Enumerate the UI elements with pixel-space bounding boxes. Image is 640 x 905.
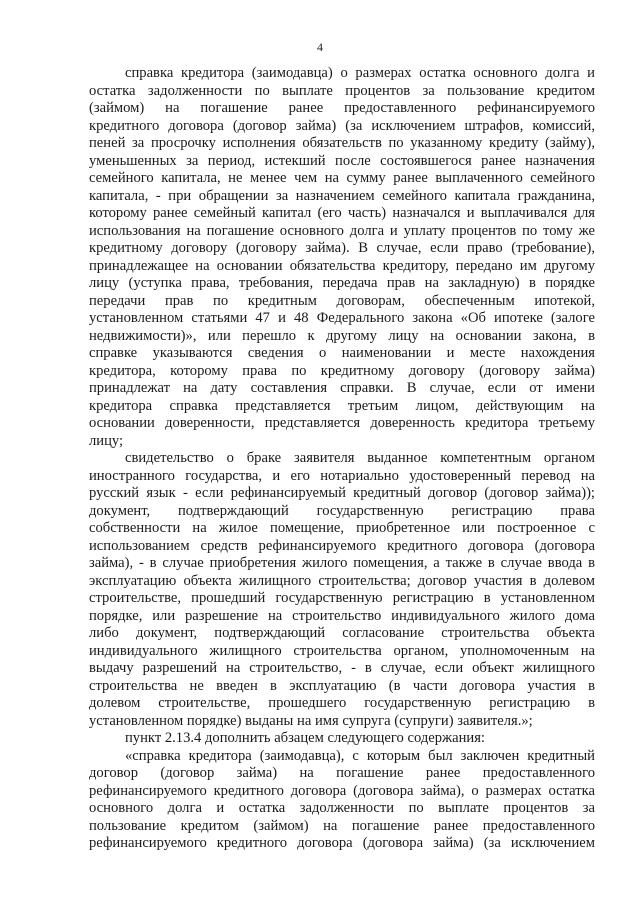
text-line: семейного капитала, не менее чем на сумму ранее выплаченного семейного bbox=[89, 170, 595, 186]
text-line: установленном порядке) выданы на имя супруга (супруги) заявителя.»; bbox=[89, 712, 533, 729]
text-line: лицу (уступка права, требования, передача прав на закладную) в порядке bbox=[89, 275, 595, 291]
text-line: основании доверенности, представляется доверенность кредитора третьему bbox=[89, 415, 595, 431]
page-number: 4 bbox=[317, 40, 323, 54]
text-line: (займом) на погашение ранее предоставленного рефинансируемого bbox=[89, 100, 595, 116]
text-line: кредитора справка представляется третьим лицом, действующим на bbox=[89, 397, 595, 414]
text-line: либо документ, подтверждающий согласование строительства объекта bbox=[89, 625, 595, 641]
text-line: уменьшенных за период, истекший после состоявшегося ранее назначения bbox=[89, 152, 595, 169]
text-line: строительства не введен в эксплуатацию (в части договора участия в bbox=[89, 677, 595, 694]
text-line: использования на погашение основного долга и уплату процентов по тому же bbox=[89, 222, 595, 239]
text-line: кредитному договору (договору займа). В случае, если право (требование), bbox=[89, 240, 595, 256]
text-line: капитала, - при обращении за назначением семейного капитала гражданина, bbox=[89, 187, 595, 204]
text-line: «справка кредитора (заимодавца), с которым был заключен кредитный bbox=[125, 747, 595, 764]
text-line: выдачу разрешений на строительство, - в случае, если объект жилищного bbox=[89, 660, 595, 676]
text-line: основного долга и остатка задолженности по выплате процентов за bbox=[89, 800, 595, 816]
text-line: рефинансируемого кредитного договора (договора займа), о размерах остатка bbox=[89, 782, 595, 799]
text-line: займа), - в случае приобретения жилого помещения, а также в случае ввода в bbox=[89, 555, 595, 571]
text-line: недвижимости)», или перешло к другому лицу на основании закона, в bbox=[89, 327, 595, 344]
text-line: пользование кредитом (займом) на погашение ранее предоставленного bbox=[89, 817, 595, 834]
text-line: кредитного договора (договор займа) (за исключением штрафов, комиссий, bbox=[89, 117, 595, 134]
text-line: остатка задолженности по выплате процентов за пользование кредитом bbox=[89, 82, 595, 99]
text-line: пеней за просрочку исполнения обязательств по указанному кредиту (займу), bbox=[89, 135, 595, 151]
text-line: использованием средств рефинансируемого кредитного договора (договора bbox=[89, 537, 595, 554]
text-line: порядке, или разрешение на строительство индивидуального жилого дома bbox=[89, 607, 595, 624]
text-line: лицу; bbox=[89, 432, 124, 449]
text-line: рефинансируемого кредитного договора (договора займа) (за исключением bbox=[89, 835, 595, 851]
text-line: принадлежащее на основании обязательства кредитору, передано им другому bbox=[89, 257, 595, 274]
text-line: пункт 2.13.4 дополнить абзацем следующего содержания: bbox=[125, 730, 485, 746]
text-line: принадлежат на дату составления справки. В случае, если от имени bbox=[89, 380, 595, 396]
text-line: документ, подтверждающий государственную регистрацию права bbox=[89, 502, 595, 519]
text-line: русский язык - если рефинансируемый кредитный договор (договор займа)); bbox=[89, 485, 595, 501]
text-line: индивидуального жилищного строительства органом, уполномоченным на bbox=[89, 642, 595, 659]
text-line: строительстве, прошедший государственную регистрацию в установленном bbox=[89, 590, 595, 606]
text-line: которому ранее семейный капитал (его часть) назначался и выплачивался для bbox=[89, 205, 595, 221]
text-line: иностранного государства, и его нотариально удостоверенный перевод на bbox=[89, 467, 595, 484]
text-line: передачи прав по кредитным договорам, обеспеченным ипотекой, bbox=[89, 292, 595, 309]
document-body bbox=[89, 65, 595, 853]
text-line: собственности на жилое помещение, приобретенное или построенное с bbox=[89, 520, 595, 536]
text-line: эксплуатацию объекта жилищного строительства; договор участия в долевом bbox=[89, 572, 595, 589]
text-line: кредитора, которому права по кредитному договору (договору займа) bbox=[89, 362, 595, 379]
text-line: свидетельство о браке заявителя выданное компетентным органом bbox=[125, 450, 595, 466]
text-line: договор (договор займа) на погашение ранее предоставленного bbox=[89, 765, 595, 781]
text-line: долевом строительстве, прошедшего государственную регистрацию в bbox=[89, 695, 595, 711]
text-line: справке указываются сведения о наименовании и месте нахождения bbox=[89, 345, 595, 361]
text-line: справка кредитора (заимодавца) о размерах остатка основного долга и bbox=[125, 65, 595, 81]
text-line: установленном статьями 47 и 48 Федерального закона «Об ипотеке (залоге bbox=[89, 310, 595, 326]
